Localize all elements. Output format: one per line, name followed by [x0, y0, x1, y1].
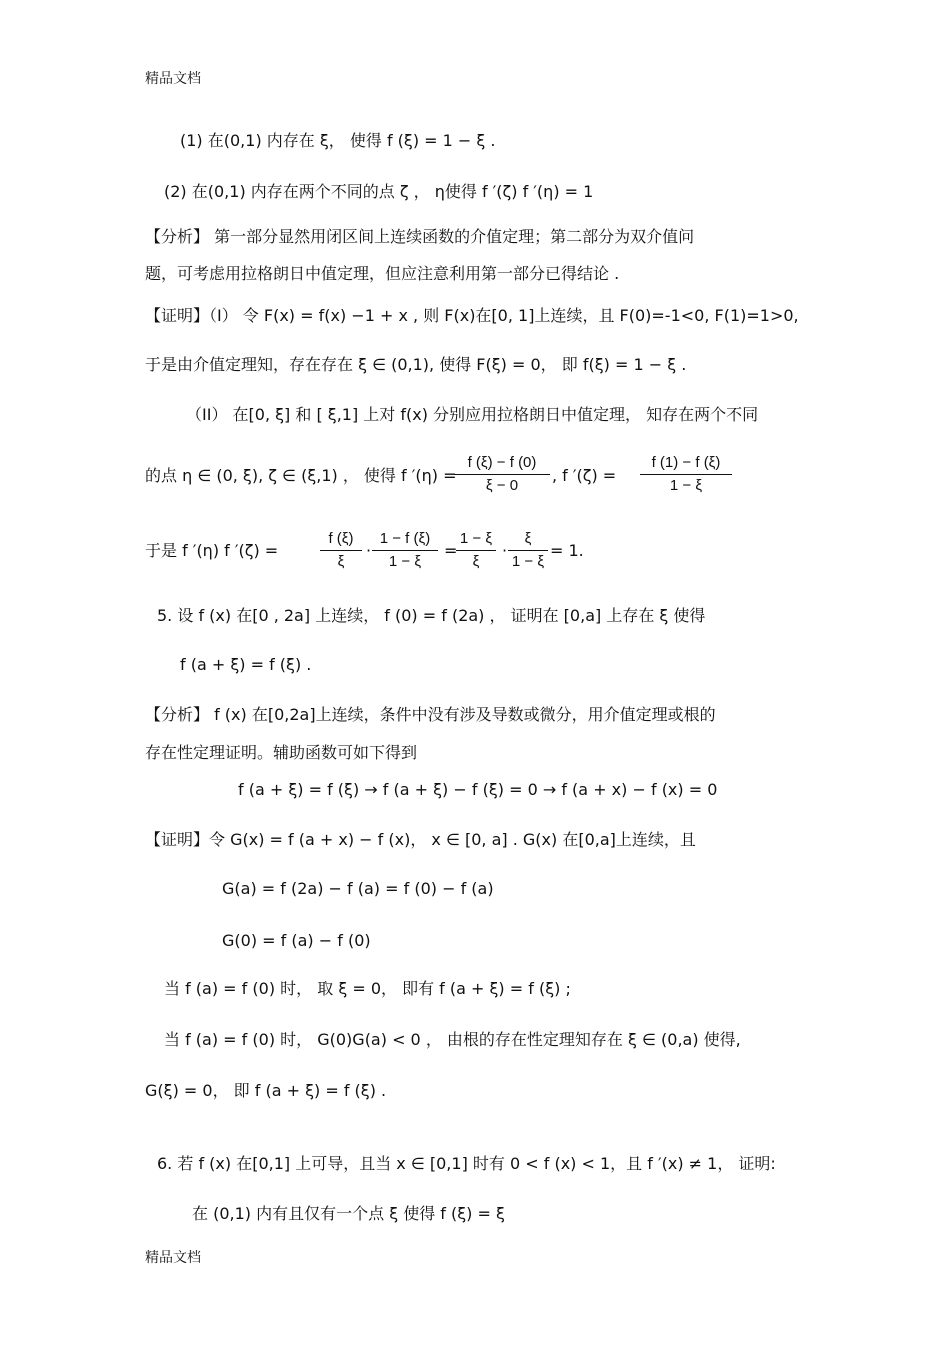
fraction-xi-over-one-minus-xi	[508, 528, 548, 573]
fraction-denominator: ξ	[337, 553, 345, 570]
proof-3-line-6: G(ξ) = 0， 即 f (a + ξ) = f (ξ) .	[145, 1081, 387, 1100]
question-5-line-1: 5. 设 f (x) 在[0 , 2a] 上连续， f (0) = f (2a) ， 证明在 [0,a] 上存在 ξ 使得	[157, 606, 706, 625]
equals-one: = 1.	[550, 541, 584, 560]
proof-3-line-1: 【证明】令 G(x) = f (a + x) − f (x)， x ∈ [0, a] . G(x) 在[0,a]上连续，且	[145, 830, 696, 849]
fraction-denominator: 1 − ξ	[669, 477, 703, 494]
analysis-2-line-1: 【分析】 f (x) 在[0,2a]上连续，条件中没有涉及导数或微分，用介值定理或根的	[145, 705, 716, 724]
proof-1-line-1: 【证明】（I） 令 F(x) = f(x) −1 + x , 则 F(x)在[0, 1]上连续，且 F(0)=-1<0, F(1)=1>0,	[145, 306, 799, 325]
proof-3-line-3: G(0) = f (a) − f (0)	[222, 931, 371, 950]
fraction-f-xi-over-xi	[320, 528, 362, 573]
analysis-1-line-2: 题，可考虑用拉格朗日中值定理，但应注意利用第一部分已得结论 .	[145, 264, 620, 283]
fraction-numerator: f (ξ)	[328, 530, 354, 547]
fraction-numerator: 1 − ξ	[459, 530, 493, 547]
proof-1-line-2: 于是由介值定理知，存在存在 ξ ∈ (0,1), 使得 F(ξ) = 0， 即 f(ξ) = 1 − ξ .	[145, 355, 687, 374]
fraction-numerator: f (1) − f (ξ)	[651, 454, 721, 471]
fraction-denominator: 1 − ξ	[511, 553, 545, 570]
question-5-line-2: f (a + ξ) = f (ξ) .	[180, 655, 312, 674]
page-footer: 精品文档	[145, 1250, 201, 1266]
fraction-one-minus-f-xi	[372, 528, 438, 573]
fraction-one-minus-xi-over-xi	[456, 528, 496, 573]
proof-3-line-5: 当 f (a) = f (0) 时， G(0)G(a) < 0 ， 由根的存在性定理知存在 ξ ∈ (0,a) 使得,	[164, 1030, 741, 1049]
analysis-2-line-2: 存在性定理证明。辅助函数可如下得到	[145, 743, 418, 762]
proof-2-line-2-mid: , f ′(ζ) =	[552, 466, 617, 485]
fraction-denominator: 1 − ξ	[388, 553, 422, 570]
analysis-2-line-3: f (a + ξ) = f (ξ) → f (a + ξ) − f (ξ) = 0 → f (a + x) − f (x) = 0	[238, 780, 718, 799]
analysis-1-line-1: 【分析】 第一部分显然用闭区间上连续函数的介值定理；第二部分为双介值问	[145, 227, 695, 246]
part-2-statement: (2) 在(0,1) 内存在两个不同的点 ζ ， η使得 f ′(ζ) f ′(η) = 1	[164, 182, 594, 201]
proof-3-line-2: G(a) = f (2a) − f (a) = f (0) − f (a)	[222, 879, 494, 898]
fraction-f-prime-zeta	[640, 452, 732, 497]
fraction-denominator: ξ − 0	[485, 477, 519, 494]
page-header: 精品文档	[145, 71, 201, 87]
fraction-denominator: ξ	[472, 553, 480, 570]
fraction-numerator: f (ξ) − f (0)	[467, 454, 537, 471]
fraction-f-prime-eta	[454, 452, 550, 497]
proof-2-line-2-prefix: 的点 η ∈ (0, ξ), ζ ∈ (ξ,1) ， 使得 f ′(η) =	[145, 466, 457, 485]
multiply-dot-2: ·	[502, 541, 508, 560]
part-1-statement: (1) 在(0,1) 内存在 ξ， 使得 f (ξ) = 1 − ξ .	[180, 131, 496, 150]
multiply-dot-1: ·	[366, 541, 372, 560]
question-6-line-1: 6. 若 f (x) 在[0,1] 上可导，且当 x ∈ [0,1] 时有 0 < f (x) < 1，且 f ′(x) ≠ 1， 证明:	[157, 1154, 776, 1173]
proof-2-line-1: （II） 在[0, ξ] 和 [ ξ,1] 上对 f(x) 分别应用拉格朗日中值定理， 知存在两个不同	[186, 405, 759, 424]
fraction-numerator: ξ	[524, 530, 532, 547]
conclusion-prefix: 于是 f ′(η) f ′(ζ) =	[145, 541, 279, 560]
proof-3-line-4: 当 f (a) = f (0) 时， 取 ξ = 0， 即有 f (a + ξ) = f (ξ) ;	[164, 979, 571, 998]
fraction-numerator: 1 − f (ξ)	[379, 530, 431, 547]
question-6-line-2: 在 (0,1) 内有且仅有一个点 ξ 使得 f (ξ) = ξ	[192, 1204, 505, 1223]
equals-sign: =	[444, 541, 458, 560]
